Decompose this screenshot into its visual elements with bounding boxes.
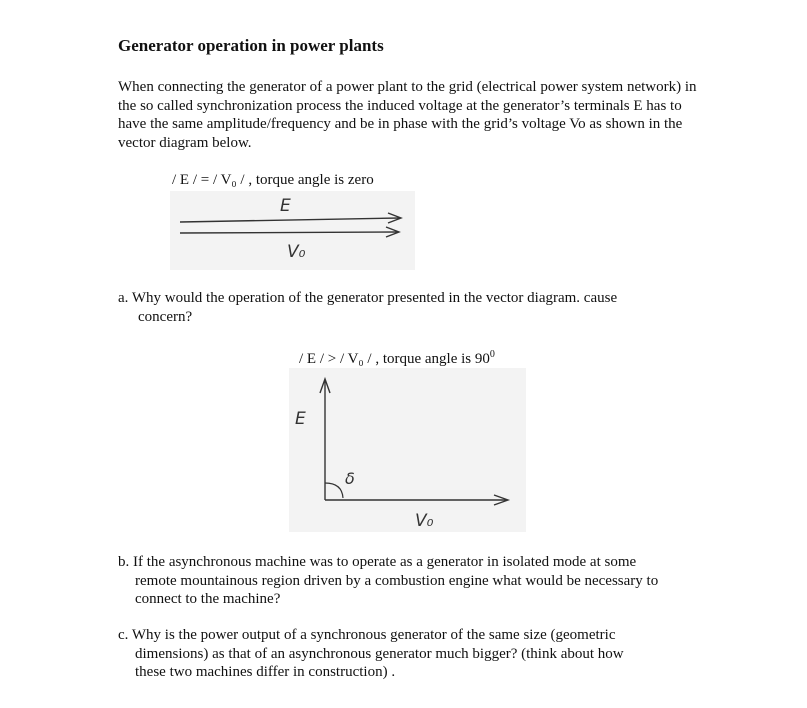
question-c-line3: these two machines differ in construction) . (135, 664, 396, 680)
label-v0: V₀ (287, 242, 306, 262)
question-a (118, 289, 617, 326)
intro-paragraph: When connecting the generator of a power plant to the grid (electrical power system network) in the so called synchronization process the induced voltage at the generator’s terminals E has to have the same amplitude/frequency and be in phase with the grid’s voltage Vo as shown in the vector diagram below. (118, 79, 697, 151)
label-e: E (280, 196, 291, 216)
question-c-line1: c. Why is the power output of a synchronous generator of the same size (geometric (118, 627, 616, 643)
question-a-line2: concern? (138, 308, 193, 325)
vector-v0-line (180, 232, 398, 233)
diagram2-caption-text: / E / > / V₀ / , torque angle is 90 (299, 351, 490, 367)
diagram2-caption-degree: 0 (489, 349, 495, 360)
document-title: Generator operation in power plants (118, 36, 384, 55)
label-delta: δ (345, 469, 355, 488)
vector-diagram-90deg-drawing (289, 368, 526, 532)
vector-diagram-equal-drawing (170, 191, 415, 270)
angle-arc (325, 483, 343, 498)
vector-diagram-90deg (289, 368, 526, 532)
question-a-line1: a. Why would the operation of the generator presented in the vector diagram. cause (118, 290, 618, 306)
question-b-line1: b. If the asynchronous machine was to operate as a generator in isolated mode at some (118, 554, 637, 570)
question-c-line2: dimensions) as that of an asynchronous generator much bigger? (think about how (135, 645, 624, 662)
question-b (118, 553, 658, 609)
question-b-line2: remote mountainous region driven by a combustion engine what would be necessary to (135, 572, 659, 589)
diagram1-caption: / E / = / V₀ / , torque angle is zero (172, 172, 374, 188)
vector-diagram-equal (170, 191, 415, 270)
question-c (118, 626, 624, 682)
label-v0-horizontal: V₀ (415, 511, 434, 531)
label-e-vertical: E (295, 409, 306, 429)
vector-e-line (180, 218, 400, 222)
diagram2-caption (299, 349, 495, 368)
question-b-line3: connect to the machine? (135, 591, 281, 607)
